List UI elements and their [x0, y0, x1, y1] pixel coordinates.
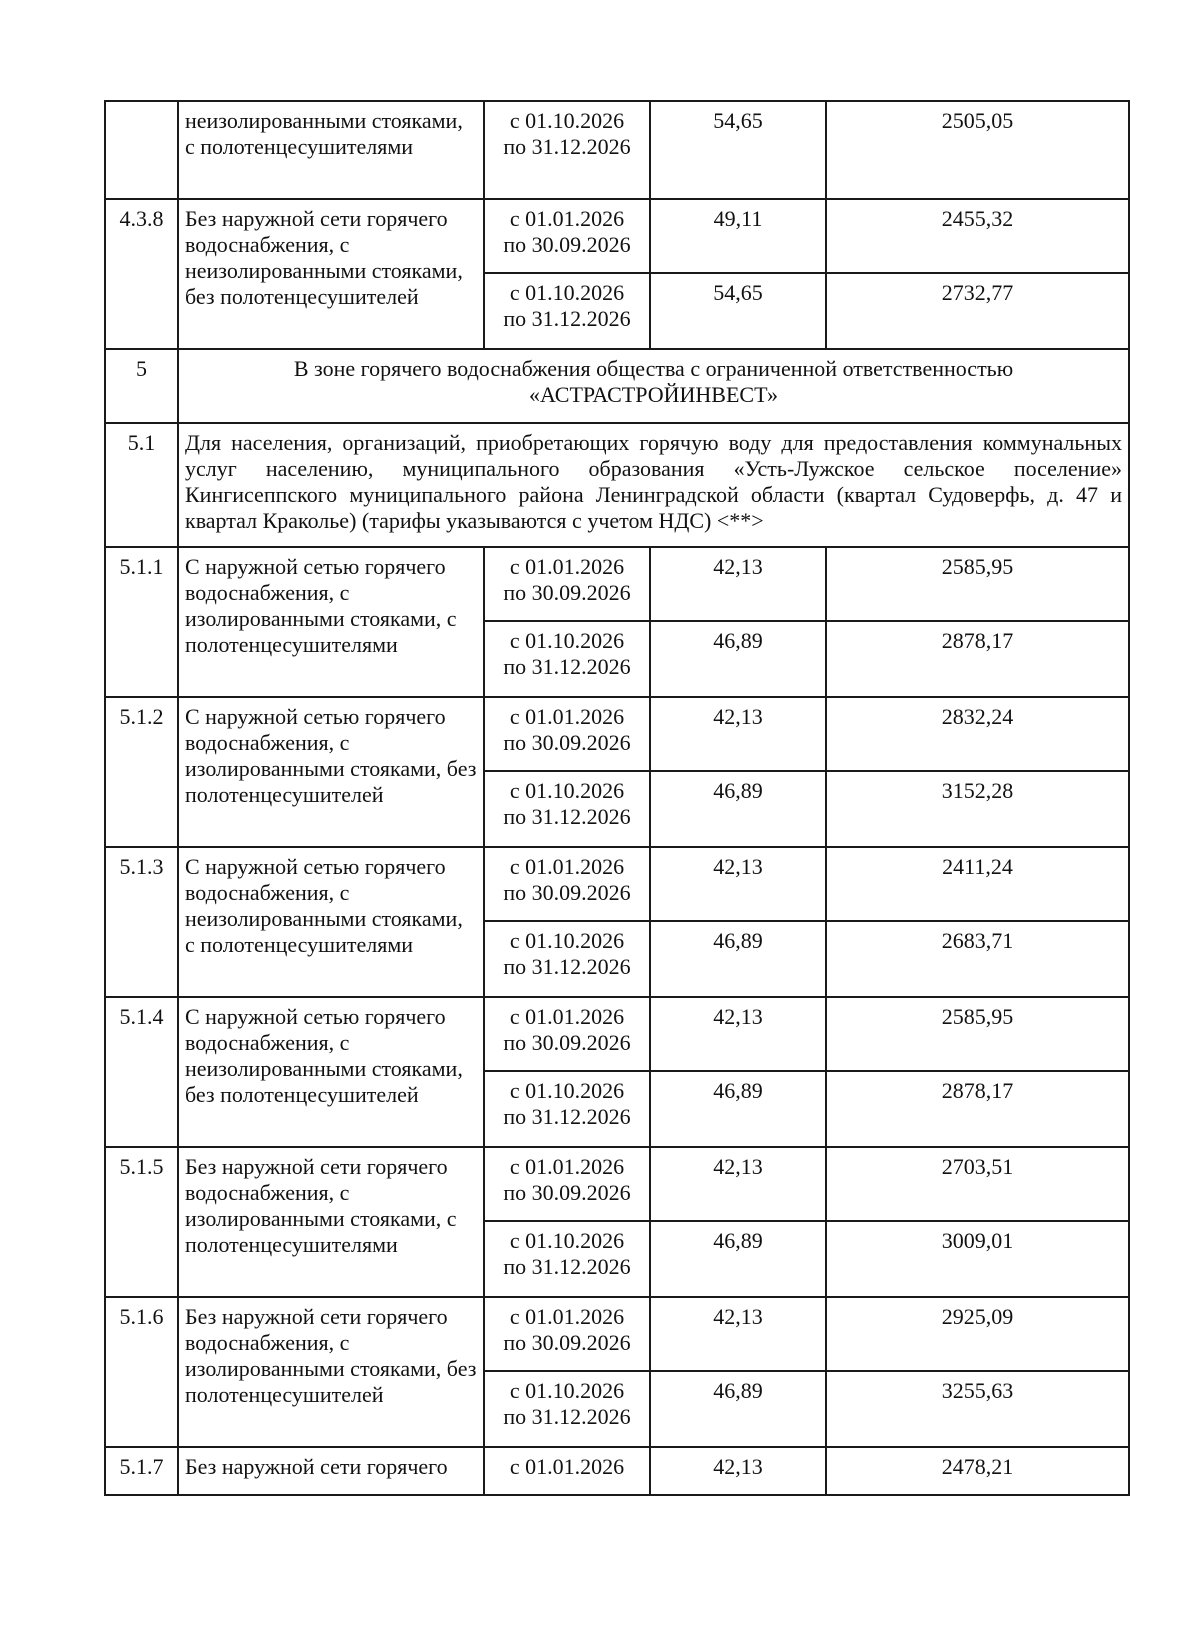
row-number: 4.3.8: [105, 199, 178, 349]
row-description: С наружной сетью горячего водоснабжения, с изолированными стояками, с полотенцесушителями: [178, 547, 484, 697]
value1-cell: 42,13: [650, 547, 826, 621]
value1-cell: 46,89: [650, 771, 826, 847]
period-cell: [484, 847, 650, 921]
value2-cell: 2411,24: [826, 847, 1129, 921]
row-number: 5.1.5: [105, 1147, 178, 1297]
value2-cell: 2505,05: [826, 101, 1129, 199]
section-title: В зоне горячего водоснабжения общества с ограниченной ответственностью «АСТРАСТРОЙИНВЕСТ»: [178, 349, 1129, 423]
value1-cell: 46,89: [650, 1221, 826, 1297]
period-cell: [484, 199, 650, 273]
row-description: Без наружной сети горячего водоснабжения, с изолированными стояками, без полотенцесушителей: [178, 1297, 484, 1447]
row-number: 5.1.4: [105, 997, 178, 1147]
period-start: с 01.01.2026: [509, 554, 625, 579]
period-cell: [484, 1221, 650, 1297]
period-cell: [484, 547, 650, 621]
row-description: Без наружной сети горячего: [178, 1447, 484, 1495]
value1-cell: 46,89: [650, 621, 826, 697]
period-start: с 01.10.2026: [509, 778, 625, 803]
period-end: по 31.12.2026: [503, 804, 631, 829]
row-description: неизолированными стояками, с полотенцесушителями: [178, 101, 484, 199]
value2-cell: 2878,17: [826, 1071, 1129, 1147]
tariff-table: [104, 100, 1130, 1496]
subsection-number: 5.1: [105, 423, 178, 547]
period-start: с 01.10.2026: [509, 628, 625, 653]
period-start: с 01.01.2026: [509, 704, 625, 729]
period-end: по 30.09.2026: [503, 232, 631, 257]
period-start: с 01.10.2026: [509, 928, 625, 953]
table-row: [105, 1447, 1129, 1495]
value2-cell: 2925,09: [826, 1297, 1129, 1371]
period-cell: [484, 621, 650, 697]
value2-cell: 2585,95: [826, 547, 1129, 621]
table-row: [105, 101, 1129, 199]
row-number: 5.1.2: [105, 697, 178, 847]
value2-cell: 3009,01: [826, 1221, 1129, 1297]
value1-cell: 54,65: [650, 273, 826, 349]
period-end: по 30.09.2026: [503, 1180, 631, 1205]
period-cell: [484, 697, 650, 771]
value2-cell: 2878,17: [826, 621, 1129, 697]
value2-cell: 2455,32: [826, 199, 1129, 273]
period-end: по 30.09.2026: [503, 730, 631, 755]
value2-cell: 3152,28: [826, 771, 1129, 847]
value1-cell: 42,13: [650, 697, 826, 771]
value2-cell: 2478,21: [826, 1447, 1129, 1495]
value1-cell: 46,89: [650, 921, 826, 997]
value2-cell: 2832,24: [826, 697, 1129, 771]
row-number: 5.1.1: [105, 547, 178, 697]
table-row: [105, 697, 1129, 771]
table-row: [105, 847, 1129, 921]
period-end: по 31.12.2026: [503, 954, 631, 979]
period-cell: [484, 771, 650, 847]
period-end: по 31.12.2026: [503, 1404, 631, 1429]
row-number: 5.1.3: [105, 847, 178, 997]
row-description: С наружной сетью горячего водоснабжения, с изолированными стояками, без полотенцесушителей: [178, 697, 484, 847]
period-start: с 01.01.2026: [509, 1154, 625, 1179]
period-cell: [484, 921, 650, 997]
period-end: по 31.12.2026: [503, 306, 631, 331]
value1-cell: 49,11: [650, 199, 826, 273]
value1-cell: 46,89: [650, 1071, 826, 1147]
value1-cell: 42,13: [650, 997, 826, 1071]
row-description: Без наружной сети горячего водоснабжения, с изолированными стояками, с полотенцесушителями: [178, 1147, 484, 1297]
period-end: по 31.12.2026: [503, 654, 631, 679]
period-end: по 30.09.2026: [503, 580, 631, 605]
value1-cell: 42,13: [650, 1447, 826, 1495]
table-row: [105, 199, 1129, 273]
period-start: с 01.01.2026: [509, 854, 625, 879]
subsection-row: [105, 423, 1129, 547]
period-end: по 31.12.2026: [503, 1254, 631, 1279]
value1-cell: 46,89: [650, 1371, 826, 1447]
period-end: по 31.12.2026: [503, 134, 631, 159]
value1-cell: 54,65: [650, 101, 826, 199]
period-start: с 01.01.2026: [509, 206, 625, 231]
period-end: по 31.12.2026: [503, 1104, 631, 1129]
period-start: с 01.01.2026: [509, 1304, 625, 1329]
section-row: [105, 349, 1129, 423]
period-cell: [484, 101, 650, 199]
period-cell: [484, 997, 650, 1071]
value2-cell: 2683,71: [826, 921, 1129, 997]
period-start: с 01.10.2026: [509, 108, 625, 133]
table-row: [105, 1147, 1129, 1221]
period-cell: с 01.01.2026: [484, 1447, 650, 1495]
period-cell: [484, 1071, 650, 1147]
row-description: С наружной сетью горячего водоснабжения, с неизолированными стояками, без полотенцесушителей: [178, 997, 484, 1147]
value1-cell: 42,13: [650, 1147, 826, 1221]
section-number: 5: [105, 349, 178, 423]
period-start: с 01.10.2026: [509, 1228, 625, 1253]
value2-cell: 2732,77: [826, 273, 1129, 349]
period-end: по 30.09.2026: [503, 1330, 631, 1355]
value2-cell: 2703,51: [826, 1147, 1129, 1221]
row-number: 5.1.7: [105, 1447, 178, 1495]
row-number: 5.1.6: [105, 1297, 178, 1447]
period-end: по 30.09.2026: [503, 880, 631, 905]
period-start: с 01.10.2026: [509, 1378, 625, 1403]
period-start: с 01.10.2026: [509, 1078, 625, 1103]
period-end: по 30.09.2026: [503, 1030, 631, 1055]
period-cell: [484, 1371, 650, 1447]
row-description: Без наружной сети горячего водоснабжения, с неизолированными стояками, без полотенцесушителей: [178, 199, 484, 349]
row-description: С наружной сетью горячего водоснабжения, с неизолированными стояками, с полотенцесушителями: [178, 847, 484, 997]
value1-cell: 42,13: [650, 1297, 826, 1371]
period-start: с 01.10.2026: [509, 280, 625, 305]
subsection-text: Для населения, организаций, приобретающих горячую воду для предоставления коммунальных услуг населению, муниципального образования «Усть-Лужское сельское поселение» Кингисеппского муниципального района Ленинградской области (квартал Судоверфь, д. 47 и квартал Краколье) (тарифы указываются с учетом НДС) <**>: [178, 423, 1129, 547]
value1-cell: 42,13: [650, 847, 826, 921]
value2-cell: 3255,63: [826, 1371, 1129, 1447]
period-cell: [484, 273, 650, 349]
period-cell: [484, 1297, 650, 1371]
table-row: [105, 997, 1129, 1071]
value2-cell: 2585,95: [826, 997, 1129, 1071]
period-start: с 01.01.2026: [509, 1004, 625, 1029]
table-row: [105, 547, 1129, 621]
period-cell: [484, 1147, 650, 1221]
table-row: [105, 1297, 1129, 1371]
row-number-cell: [105, 101, 178, 199]
